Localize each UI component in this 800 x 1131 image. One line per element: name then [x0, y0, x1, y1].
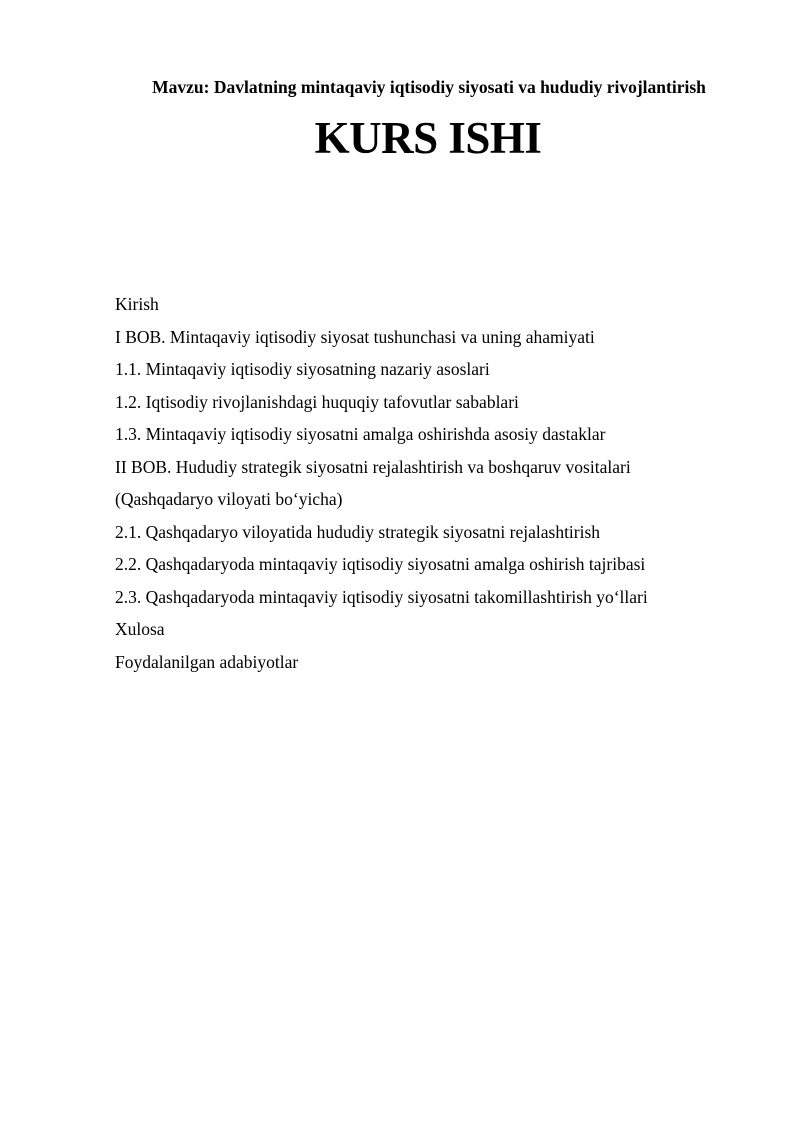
table-of-contents	[115, 288, 775, 678]
toc-item-section-2-1: 2.1. Qashqadaryo viloyatida hududiy strategik siyosatni rejalashtirish	[115, 521, 601, 542]
toc-item-section-1-2: 1.2. Iqtisodiy rivojlanishdagi huquqiy tafovutlar sabablari	[115, 391, 519, 412]
toc-item-introduction: Kirish	[115, 294, 159, 314]
page-title	[0, 110, 800, 166]
toc-item-section-1-3: 1.3. Mintaqaviy iqtisodiy siyosatni amalga oshirishda asosiy dastaklar	[115, 424, 606, 444]
toc-item-chapter-1: I BOB. Mintaqaviy iqtisodiy siyosat tushunchasi va uning ahamiyati	[115, 326, 595, 347]
title-text: KURS ISHI	[314, 113, 542, 163]
toc-item-chapter-2: II BOB. Hududiy strategik siyosatni rejalashtirish va boshqaruv vositalari	[115, 456, 631, 477]
toc-item-chapter-2-subtitle: (Qashqadaryo viloyati bo‘yicha)	[115, 489, 343, 509]
topic-heading	[0, 76, 800, 98]
toc-item-conclusion: Xulosa	[115, 619, 165, 639]
toc-item-section-2-3: 2.3. Qashqadaryoda mintaqaviy iqtisodiy siyosatni takomillashtirish yo‘llari	[115, 586, 648, 607]
toc-item-references: Foydalanilgan adabiyotlar	[115, 651, 299, 672]
topic-text: Mavzu: Davlatning mintaqaviy iqtisodiy siyosati va hududiy rivojlantirish	[152, 77, 706, 97]
toc-item-section-2-2: 2.2. Qashqadaryoda mintaqaviy iqtisodiy siyosatni amalga oshirish tajribasi	[115, 554, 646, 574]
toc-item-section-1-1: 1.1. Mintaqaviy iqtisodiy siyosatning nazariy asoslari	[115, 359, 490, 379]
